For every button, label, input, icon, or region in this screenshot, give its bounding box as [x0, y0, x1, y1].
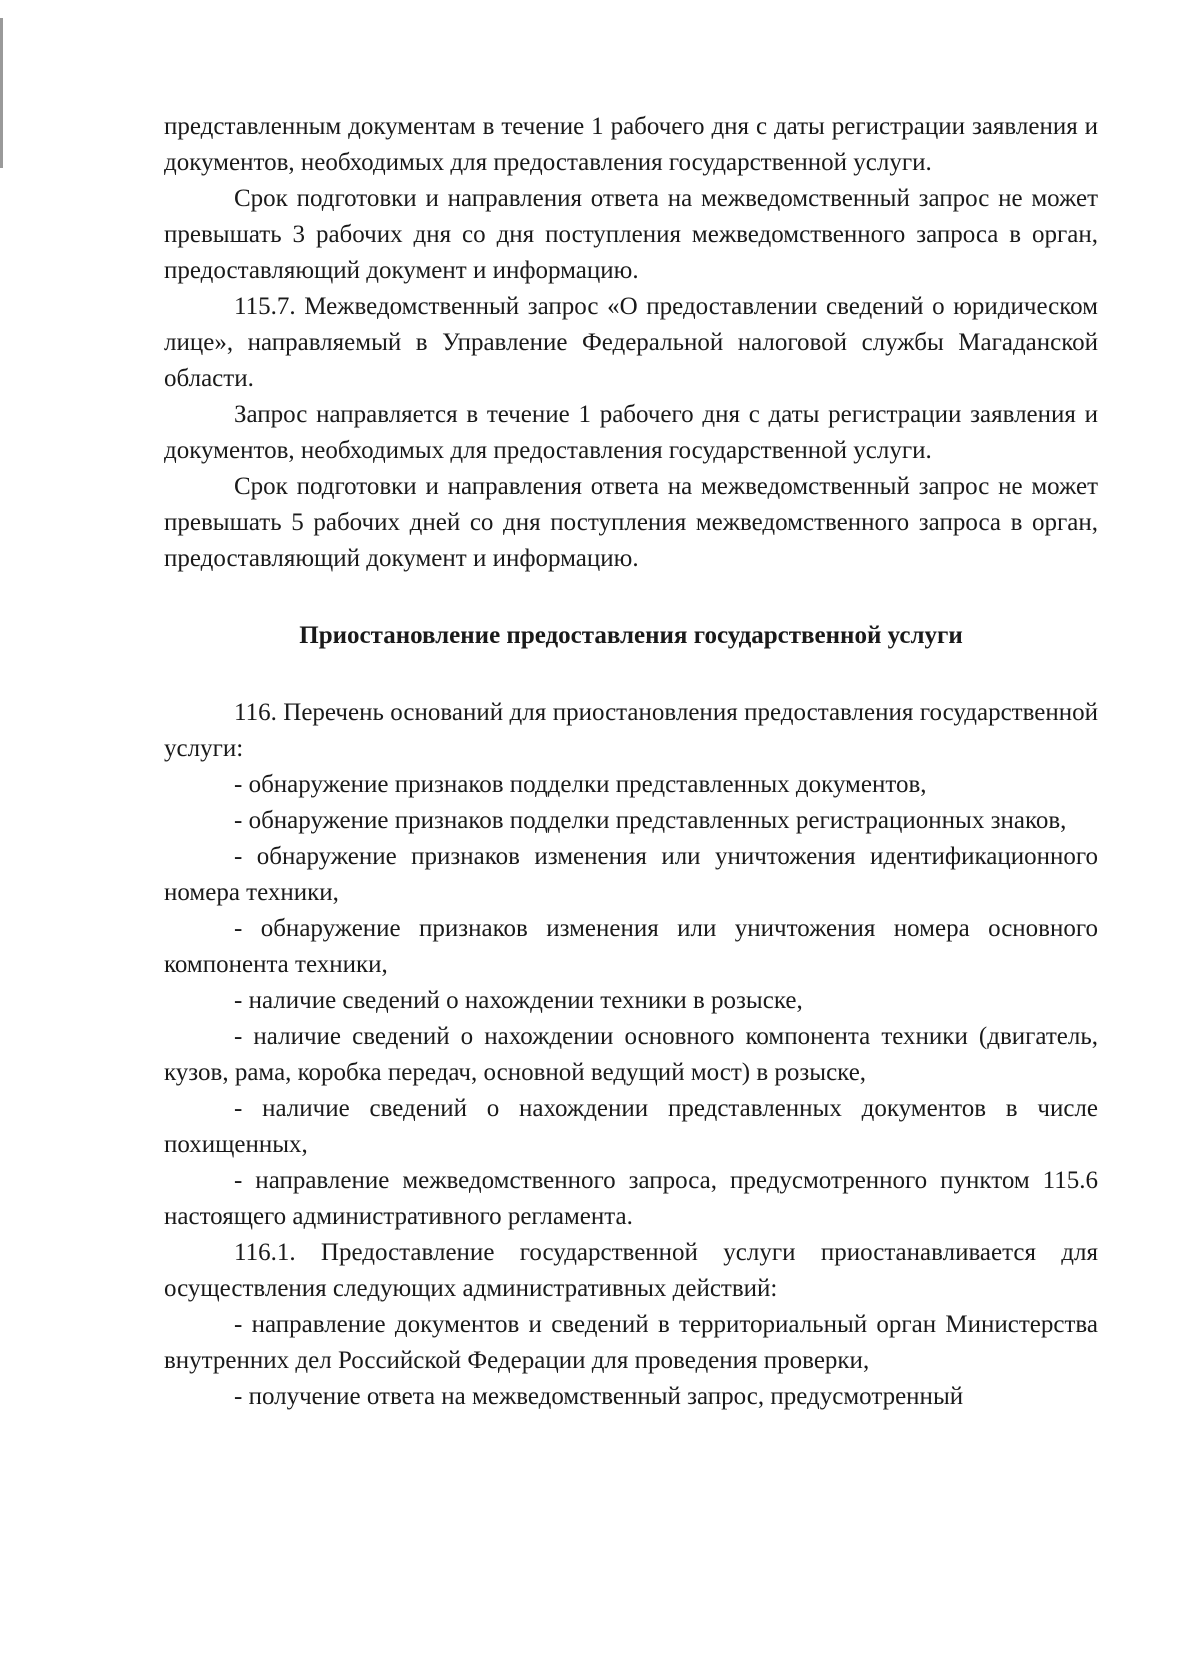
list-item: - обнаружение признаков изменения или уничтожения номера основного компонента техники,	[164, 915, 1098, 978]
list-item: - наличие сведений о нахождении техники в розыске,	[234, 987, 803, 1014]
paragraph: 116.1. Предоставление государственной услуги приостанавливается для осуществления следующих административных действий:	[164, 1239, 1098, 1302]
list-item: - обнаружение признаков подделки представленных документов,	[234, 771, 927, 798]
paragraph: 115.7. Межведомственный запрос «О предоставлении сведений о юридическом лице», направляемый в Управление Федеральной налоговой службы Магаданской области.	[164, 293, 1098, 392]
scan-edge-mark	[0, 18, 3, 168]
paragraph: Срок подготовки и направления ответа на межведомственный запрос не может превышать 5 рабочих дней со дня поступления межведомственного запроса в орган, предоставляющий документ и информацию.	[164, 473, 1098, 572]
section	[164, 618, 1098, 1415]
list-item: - получение ответа на межведомственный запрос, предусмотренный	[234, 1383, 964, 1410]
list-item: - наличие сведений о нахождении представленных документов в числе похищенных,	[164, 1095, 1098, 1158]
document-page	[164, 109, 1098, 1415]
list-item: - наличие сведений о нахождении основного компонента техники (двигатель, кузов, рама, коробка передач, основной ведущий мост) в розыске,	[164, 1023, 1098, 1086]
paragraph-continuation: представленным документам в течение 1 рабочего дня с даты регистрации заявления и документов, необходимых для предоставления государственной услуги.	[164, 113, 1098, 176]
paragraph: 116. Перечень оснований для приостановления предоставления государственной услуги:	[164, 699, 1098, 762]
paragraph: Срок подготовки и направления ответа на межведомственный запрос не может превышать 3 рабочих дня со дня поступления межведомственного запроса в орган, предоставляющий документ и информацию.	[164, 185, 1098, 284]
section-heading: Приостановление предоставления государственной услуги	[299, 622, 963, 649]
list-item: - направление документов и сведений в территориальный орган Министерства внутренних дел Российской Федерации для проведения проверки,	[164, 1311, 1098, 1374]
paragraph: Запрос направляется в течение 1 рабочего дня с даты регистрации заявления и документов, необходимых для предоставления государственной услуги.	[164, 401, 1098, 464]
list-item: - направление межведомственного запроса, предусмотренного пунктом 115.6 настоящего административного регламента.	[164, 1167, 1098, 1230]
list-item: - обнаружение признаков подделки представленных регистрационных знаков,	[234, 807, 1067, 834]
list-item: - обнаружение признаков изменения или уничтожения идентификационного номера техники,	[164, 843, 1098, 906]
